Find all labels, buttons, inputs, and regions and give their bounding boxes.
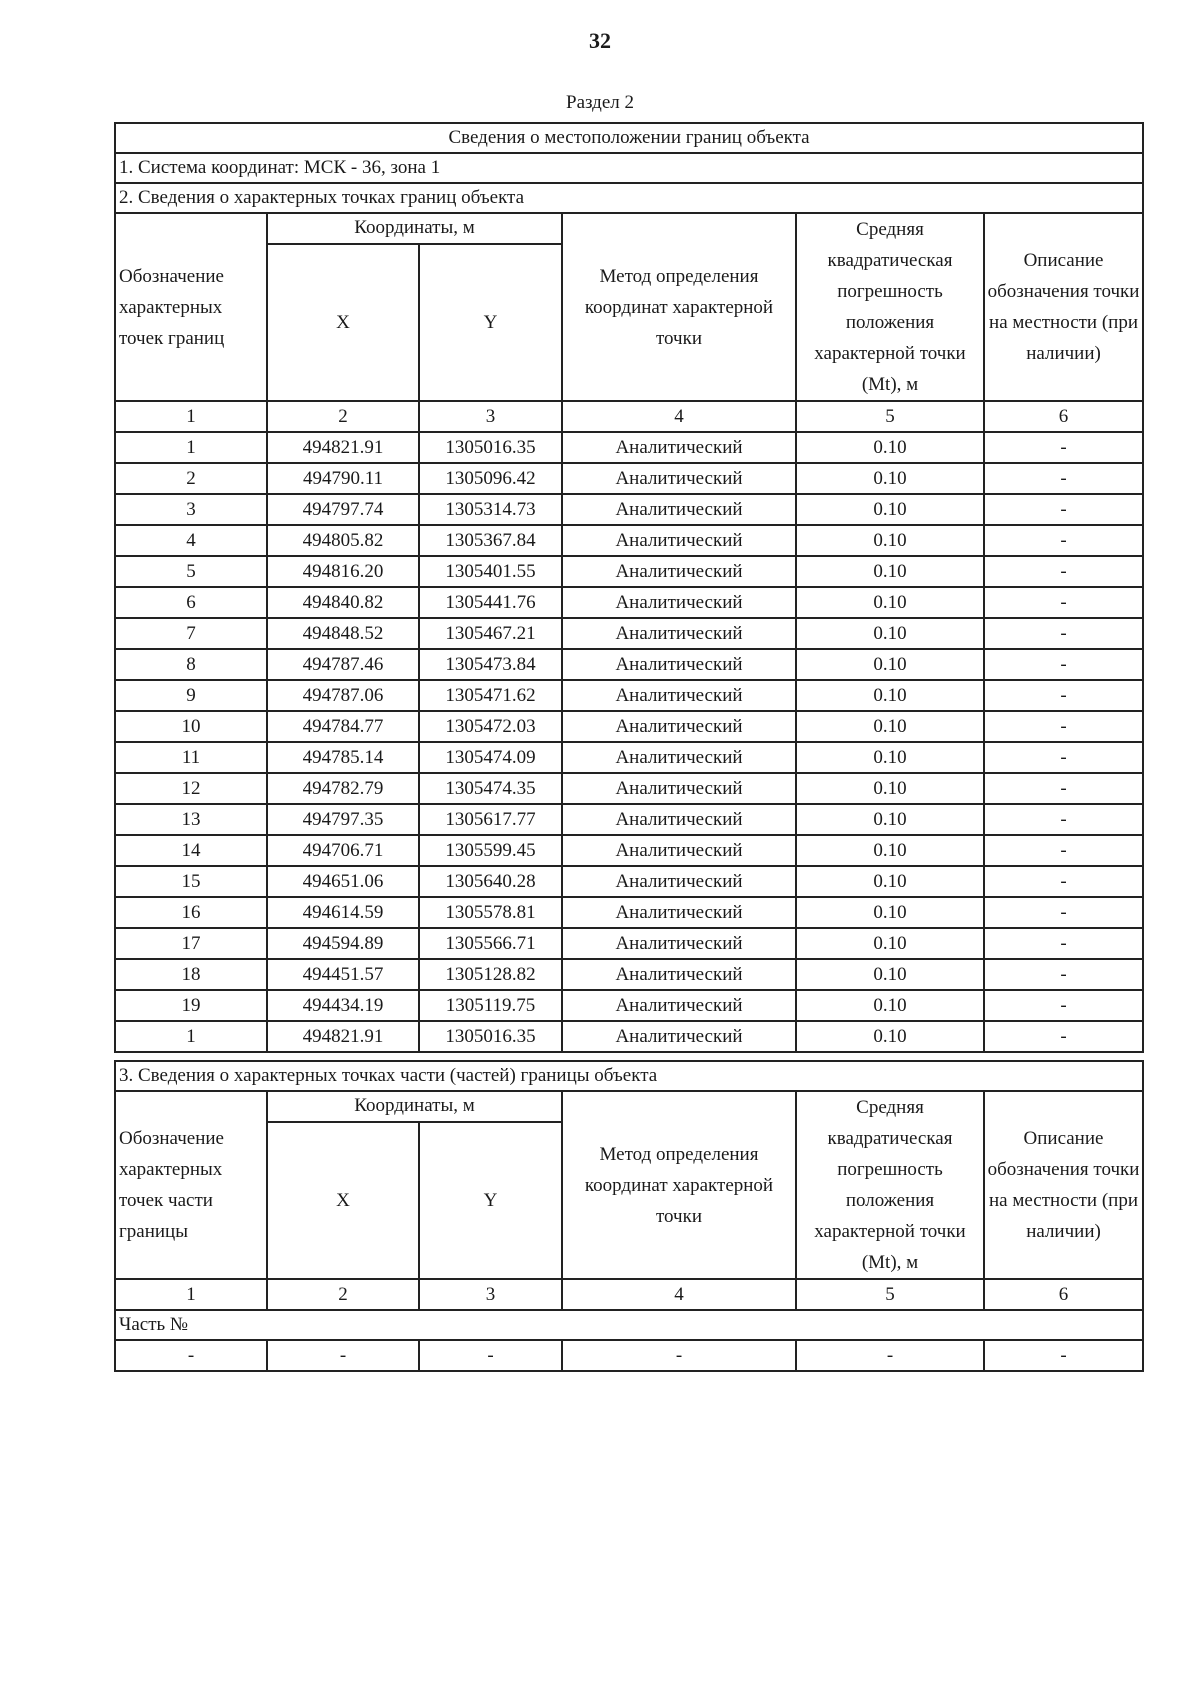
point-number: 13 bbox=[115, 804, 267, 835]
point-method: Аналитический bbox=[562, 463, 796, 494]
point-description: - bbox=[984, 835, 1143, 866]
point-method: Аналитический bbox=[562, 556, 796, 587]
point-mt: 0.10 bbox=[796, 866, 984, 897]
point-mt: 0.10 bbox=[796, 463, 984, 494]
table-row bbox=[115, 773, 1143, 804]
point-y: 1305566.71 bbox=[419, 928, 562, 959]
point-mt: 0.10 bbox=[796, 804, 984, 835]
point-number: 3 bbox=[115, 494, 267, 525]
point-number: 17 bbox=[115, 928, 267, 959]
point-mt: 0.10 bbox=[796, 525, 984, 556]
point-method: Аналитический bbox=[562, 525, 796, 556]
point-number: 12 bbox=[115, 773, 267, 804]
part-label: Часть № bbox=[115, 1310, 1143, 1340]
point-x: 494790.11 bbox=[267, 463, 419, 494]
point-y: 1305367.84 bbox=[419, 525, 562, 556]
point-mt: 0.10 bbox=[796, 494, 984, 525]
point-method: Аналитический bbox=[562, 866, 796, 897]
table-row bbox=[115, 835, 1143, 866]
col-number: 3 bbox=[419, 401, 562, 432]
point-description: - bbox=[984, 680, 1143, 711]
col-number: 4 bbox=[562, 401, 796, 432]
point-number: 5 bbox=[115, 556, 267, 587]
point-x: 494594.89 bbox=[267, 928, 419, 959]
table-row bbox=[115, 432, 1143, 463]
point-mt: 0.10 bbox=[796, 432, 984, 463]
boundary-points-table bbox=[114, 122, 1144, 1053]
part-empty-cell: - bbox=[562, 1340, 796, 1371]
table-row bbox=[115, 618, 1143, 649]
table-row bbox=[115, 990, 1143, 1021]
point-description: - bbox=[984, 866, 1143, 897]
point-description: - bbox=[984, 525, 1143, 556]
point-x: 494614.59 bbox=[267, 897, 419, 928]
table-row bbox=[115, 587, 1143, 618]
point-description: - bbox=[984, 928, 1143, 959]
point-method: Аналитический bbox=[562, 959, 796, 990]
header-y: Y bbox=[419, 244, 562, 401]
point-description: - bbox=[984, 773, 1143, 804]
point-mt: 0.10 bbox=[796, 587, 984, 618]
point-y: 1305578.81 bbox=[419, 897, 562, 928]
part-header-description: Описание обозначения точки на местности (при наличии) bbox=[984, 1091, 1143, 1279]
header-x: X bbox=[267, 244, 419, 401]
point-description: - bbox=[984, 1021, 1143, 1052]
part-header-error: Средняя квадратическая погрешность положения характерной точки (Mt), м bbox=[796, 1091, 984, 1279]
header-method: Метод определения координат характерной точки bbox=[562, 213, 796, 401]
point-description: - bbox=[984, 556, 1143, 587]
point-y: 1305599.45 bbox=[419, 835, 562, 866]
point-mt: 0.10 bbox=[796, 618, 984, 649]
header-coordinates: Координаты, м bbox=[267, 213, 562, 244]
part-empty-cell: - bbox=[115, 1340, 267, 1371]
table-row bbox=[115, 556, 1143, 587]
table-row bbox=[115, 959, 1143, 990]
point-number: 15 bbox=[115, 866, 267, 897]
table-row bbox=[115, 711, 1143, 742]
point-number: 8 bbox=[115, 649, 267, 680]
part-col-number: 2 bbox=[267, 1279, 419, 1310]
col-number: 6 bbox=[984, 401, 1143, 432]
part-header-method: Метод определения координат характерной точки bbox=[562, 1091, 796, 1279]
table-row bbox=[115, 525, 1143, 556]
point-y: 1305314.73 bbox=[419, 494, 562, 525]
point-description: - bbox=[984, 711, 1143, 742]
point-number: 7 bbox=[115, 618, 267, 649]
point-x: 494797.35 bbox=[267, 804, 419, 835]
point-y: 1305474.35 bbox=[419, 773, 562, 804]
page-number: 32 bbox=[589, 28, 611, 53]
point-method: Аналитический bbox=[562, 618, 796, 649]
point-x: 494434.19 bbox=[267, 990, 419, 1021]
table-row bbox=[115, 463, 1143, 494]
point-mt: 0.10 bbox=[796, 680, 984, 711]
part-col-number: 1 bbox=[115, 1279, 267, 1310]
table-row bbox=[115, 928, 1143, 959]
part-section-title: 3. Сведения о характерных точках части (частей) границы объекта bbox=[115, 1061, 1143, 1091]
point-x: 494651.06 bbox=[267, 866, 419, 897]
point-y: 1305472.03 bbox=[419, 711, 562, 742]
point-mt: 0.10 bbox=[796, 556, 984, 587]
point-number: 19 bbox=[115, 990, 267, 1021]
point-method: Аналитический bbox=[562, 804, 796, 835]
point-x: 494816.20 bbox=[267, 556, 419, 587]
points-section-title: 2. Сведения о характерных точках границ объекта bbox=[115, 183, 1143, 213]
point-number: 6 bbox=[115, 587, 267, 618]
part-empty-cell: - bbox=[267, 1340, 419, 1371]
point-y: 1305640.28 bbox=[419, 866, 562, 897]
header-designation: Обозначение характерных точек границ bbox=[115, 213, 267, 401]
col-number: 2 bbox=[267, 401, 419, 432]
point-mt: 0.10 bbox=[796, 1021, 984, 1052]
point-method: Аналитический bbox=[562, 835, 796, 866]
point-method: Аналитический bbox=[562, 1021, 796, 1052]
table-row bbox=[115, 1021, 1143, 1052]
part-col-number: 4 bbox=[562, 1279, 796, 1310]
point-mt: 0.10 bbox=[796, 711, 984, 742]
point-x: 494797.74 bbox=[267, 494, 419, 525]
point-description: - bbox=[984, 618, 1143, 649]
part-empty-cell: - bbox=[796, 1340, 984, 1371]
point-y: 1305016.35 bbox=[419, 1021, 562, 1052]
part-empty-cell: - bbox=[984, 1340, 1143, 1371]
table-row bbox=[115, 649, 1143, 680]
point-x: 494805.82 bbox=[267, 525, 419, 556]
point-method: Аналитический bbox=[562, 711, 796, 742]
point-mt: 0.10 bbox=[796, 897, 984, 928]
point-description: - bbox=[984, 742, 1143, 773]
point-method: Аналитический bbox=[562, 680, 796, 711]
point-number: 11 bbox=[115, 742, 267, 773]
point-method: Аналитический bbox=[562, 928, 796, 959]
table-row bbox=[115, 866, 1143, 897]
point-mt: 0.10 bbox=[796, 773, 984, 804]
point-mt: 0.10 bbox=[796, 928, 984, 959]
point-x: 494785.14 bbox=[267, 742, 419, 773]
table-row bbox=[115, 680, 1143, 711]
point-y: 1305471.62 bbox=[419, 680, 562, 711]
point-number: 9 bbox=[115, 680, 267, 711]
part-col-number: 5 bbox=[796, 1279, 984, 1310]
point-method: Аналитический bbox=[562, 587, 796, 618]
point-y: 1305119.75 bbox=[419, 990, 562, 1021]
header-description: Описание обозначения точки на местности (при наличии) bbox=[984, 213, 1143, 401]
col-number: 5 bbox=[796, 401, 984, 432]
point-description: - bbox=[984, 897, 1143, 928]
point-number: 18 bbox=[115, 959, 267, 990]
point-description: - bbox=[984, 959, 1143, 990]
point-method: Аналитический bbox=[562, 649, 796, 680]
point-y: 1305401.55 bbox=[419, 556, 562, 587]
point-y: 1305473.84 bbox=[419, 649, 562, 680]
table-title: Сведения о местоположении границ объекта bbox=[115, 123, 1143, 153]
point-y: 1305128.82 bbox=[419, 959, 562, 990]
part-empty-cell: - bbox=[419, 1340, 562, 1371]
part-header-y: Y bbox=[419, 1122, 562, 1279]
point-x: 494821.91 bbox=[267, 432, 419, 463]
point-x: 494840.82 bbox=[267, 587, 419, 618]
part-points-table bbox=[114, 1060, 1144, 1372]
table-row bbox=[115, 742, 1143, 773]
point-y: 1305016.35 bbox=[419, 432, 562, 463]
point-number: 1 bbox=[115, 1021, 267, 1052]
point-y: 1305096.42 bbox=[419, 463, 562, 494]
point-description: - bbox=[984, 463, 1143, 494]
point-description: - bbox=[984, 587, 1143, 618]
part-header-x: X bbox=[267, 1122, 419, 1279]
point-x: 494821.91 bbox=[267, 1021, 419, 1052]
col-number: 1 bbox=[115, 401, 267, 432]
part-header-coordinates: Координаты, м bbox=[267, 1091, 562, 1122]
point-x: 494787.06 bbox=[267, 680, 419, 711]
table-row bbox=[115, 804, 1143, 835]
section-label: Раздел 2 bbox=[566, 92, 634, 113]
point-number: 1 bbox=[115, 432, 267, 463]
point-x: 494787.46 bbox=[267, 649, 419, 680]
point-mt: 0.10 bbox=[796, 990, 984, 1021]
point-number: 4 bbox=[115, 525, 267, 556]
point-x: 494782.79 bbox=[267, 773, 419, 804]
point-mt: 0.10 bbox=[796, 835, 984, 866]
table-row bbox=[115, 494, 1143, 525]
point-method: Аналитический bbox=[562, 897, 796, 928]
point-x: 494451.57 bbox=[267, 959, 419, 990]
point-method: Аналитический bbox=[562, 432, 796, 463]
point-y: 1305474.09 bbox=[419, 742, 562, 773]
point-description: - bbox=[984, 804, 1143, 835]
point-number: 10 bbox=[115, 711, 267, 742]
point-method: Аналитический bbox=[562, 742, 796, 773]
point-method: Аналитический bbox=[562, 773, 796, 804]
point-description: - bbox=[984, 990, 1143, 1021]
point-x: 494706.71 bbox=[267, 835, 419, 866]
point-y: 1305441.76 bbox=[419, 587, 562, 618]
part-col-number: 3 bbox=[419, 1279, 562, 1310]
point-number: 16 bbox=[115, 897, 267, 928]
point-description: - bbox=[984, 432, 1143, 463]
point-x: 494848.52 bbox=[267, 618, 419, 649]
point-method: Аналитический bbox=[562, 494, 796, 525]
point-description: - bbox=[984, 494, 1143, 525]
point-y: 1305467.21 bbox=[419, 618, 562, 649]
table-row bbox=[115, 897, 1143, 928]
coord-system: 1. Система координат: МСК - 36, зона 1 bbox=[115, 153, 1143, 183]
point-method: Аналитический bbox=[562, 990, 796, 1021]
point-y: 1305617.77 bbox=[419, 804, 562, 835]
point-mt: 0.10 bbox=[796, 959, 984, 990]
point-number: 2 bbox=[115, 463, 267, 494]
header-error: Средняя квадратическая погрешность положения характерной точки (Mt), м bbox=[796, 213, 984, 401]
point-x: 494784.77 bbox=[267, 711, 419, 742]
point-number: 14 bbox=[115, 835, 267, 866]
part-col-number: 6 bbox=[984, 1279, 1143, 1310]
point-description: - bbox=[984, 649, 1143, 680]
part-header-designation: Обозначение характерных точек части границы bbox=[115, 1091, 267, 1279]
point-mt: 0.10 bbox=[796, 649, 984, 680]
point-mt: 0.10 bbox=[796, 742, 984, 773]
